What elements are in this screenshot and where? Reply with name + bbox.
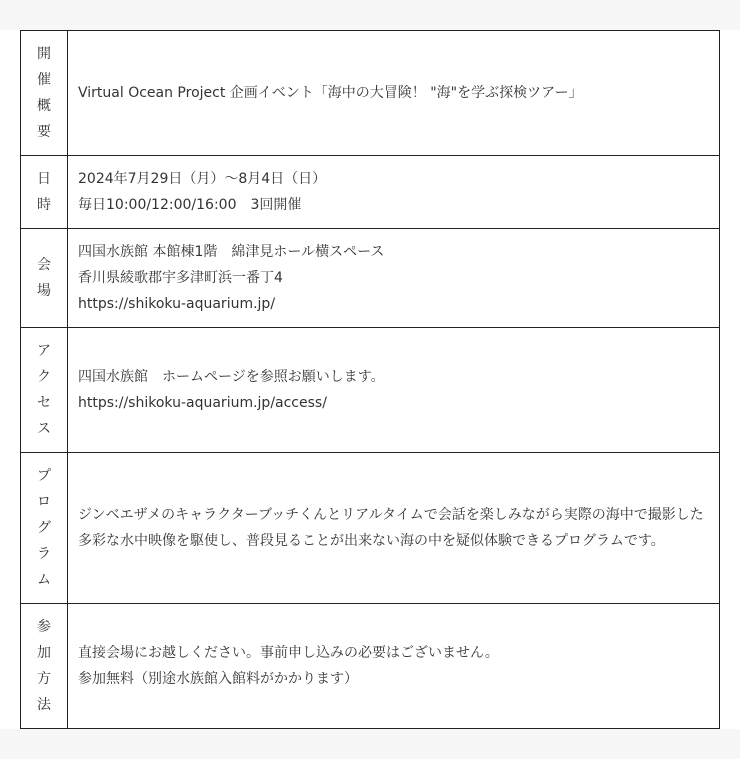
table-row-venue bbox=[21, 229, 720, 328]
row-label-program bbox=[21, 453, 68, 604]
row-label-access bbox=[21, 328, 68, 453]
access-note-text: 四国水族館 ホームページを参照お願いします。 bbox=[78, 369, 385, 385]
row-label-datetime bbox=[21, 156, 68, 229]
table-row-participation bbox=[21, 604, 720, 729]
label-char: ア bbox=[37, 343, 51, 359]
label-char: 日 bbox=[37, 171, 51, 187]
label-char: 加 bbox=[37, 645, 51, 661]
participation-method-text: 直接会場にお越しください。事前申し込みの必要はございません。 bbox=[78, 645, 499, 661]
row-value-datetime bbox=[68, 156, 720, 229]
row-label-venue bbox=[21, 229, 68, 328]
event-info-table bbox=[20, 30, 720, 729]
row-label-participation bbox=[21, 604, 68, 729]
label-char: 概 bbox=[37, 98, 51, 114]
row-value-program bbox=[68, 453, 720, 604]
label-char: 方 bbox=[37, 671, 51, 687]
label-char: ス bbox=[37, 421, 51, 437]
program-description-line-2: 多彩な水中映像を駆使し、普段見ることが出来ない海の中を疑似体験できるプログラムです。 bbox=[78, 533, 665, 549]
label-char: グ bbox=[37, 520, 51, 536]
venue-name-text: 四国水族館 本館棟1階 綿津見ホール横スペース bbox=[78, 244, 385, 260]
participation-fee-text: 参加無料（別途水族館入館料がかかります） bbox=[78, 671, 358, 687]
schedule-text: 毎日10:00/12:00/16:00 3回開催 bbox=[78, 197, 302, 213]
event-title-text: Virtual Ocean Project 企画イベント「海中の大冒険！ "海"を学ぶ探検ツアー」 bbox=[78, 85, 583, 101]
access-url-text: https://shikoku-aquarium.jp/access/ bbox=[78, 395, 327, 411]
event-info-sheet bbox=[0, 30, 740, 729]
label-char: ロ bbox=[37, 494, 51, 510]
table-row-program bbox=[21, 453, 720, 604]
table-row-access bbox=[21, 328, 720, 453]
venue-address-text: 香川県綾歌郡宇多津町浜一番丁4 bbox=[78, 270, 283, 286]
label-char: 会 bbox=[37, 257, 51, 273]
label-char: ム bbox=[37, 572, 51, 588]
row-value-overview bbox=[68, 31, 720, 156]
row-value-venue bbox=[68, 229, 720, 328]
label-char: 催 bbox=[37, 72, 51, 88]
row-value-access bbox=[68, 328, 720, 453]
label-char: 時 bbox=[37, 197, 51, 213]
label-char: 場 bbox=[37, 283, 51, 299]
date-range-text: 2024年7月29日（月）〜8月4日（日） bbox=[78, 171, 327, 187]
label-char: セ bbox=[37, 395, 51, 411]
label-char: 要 bbox=[37, 124, 51, 140]
label-char: プ bbox=[37, 468, 51, 484]
label-char: ラ bbox=[37, 546, 51, 562]
row-label-overview bbox=[21, 31, 68, 156]
label-char: 開 bbox=[37, 46, 51, 62]
table-row-overview bbox=[21, 31, 720, 156]
program-description-line-1: ジンベエザメのキャラクターブッチくんとリアルタイムで会話を楽しみながら実際の海中で撮影した bbox=[78, 507, 704, 523]
label-char: 法 bbox=[37, 697, 51, 713]
table-row-datetime bbox=[21, 156, 720, 229]
label-char: 参 bbox=[37, 619, 51, 635]
venue-url-text: https://shikoku-aquarium.jp/ bbox=[78, 296, 276, 312]
label-char: ク bbox=[37, 369, 51, 385]
row-value-participation bbox=[68, 604, 720, 729]
